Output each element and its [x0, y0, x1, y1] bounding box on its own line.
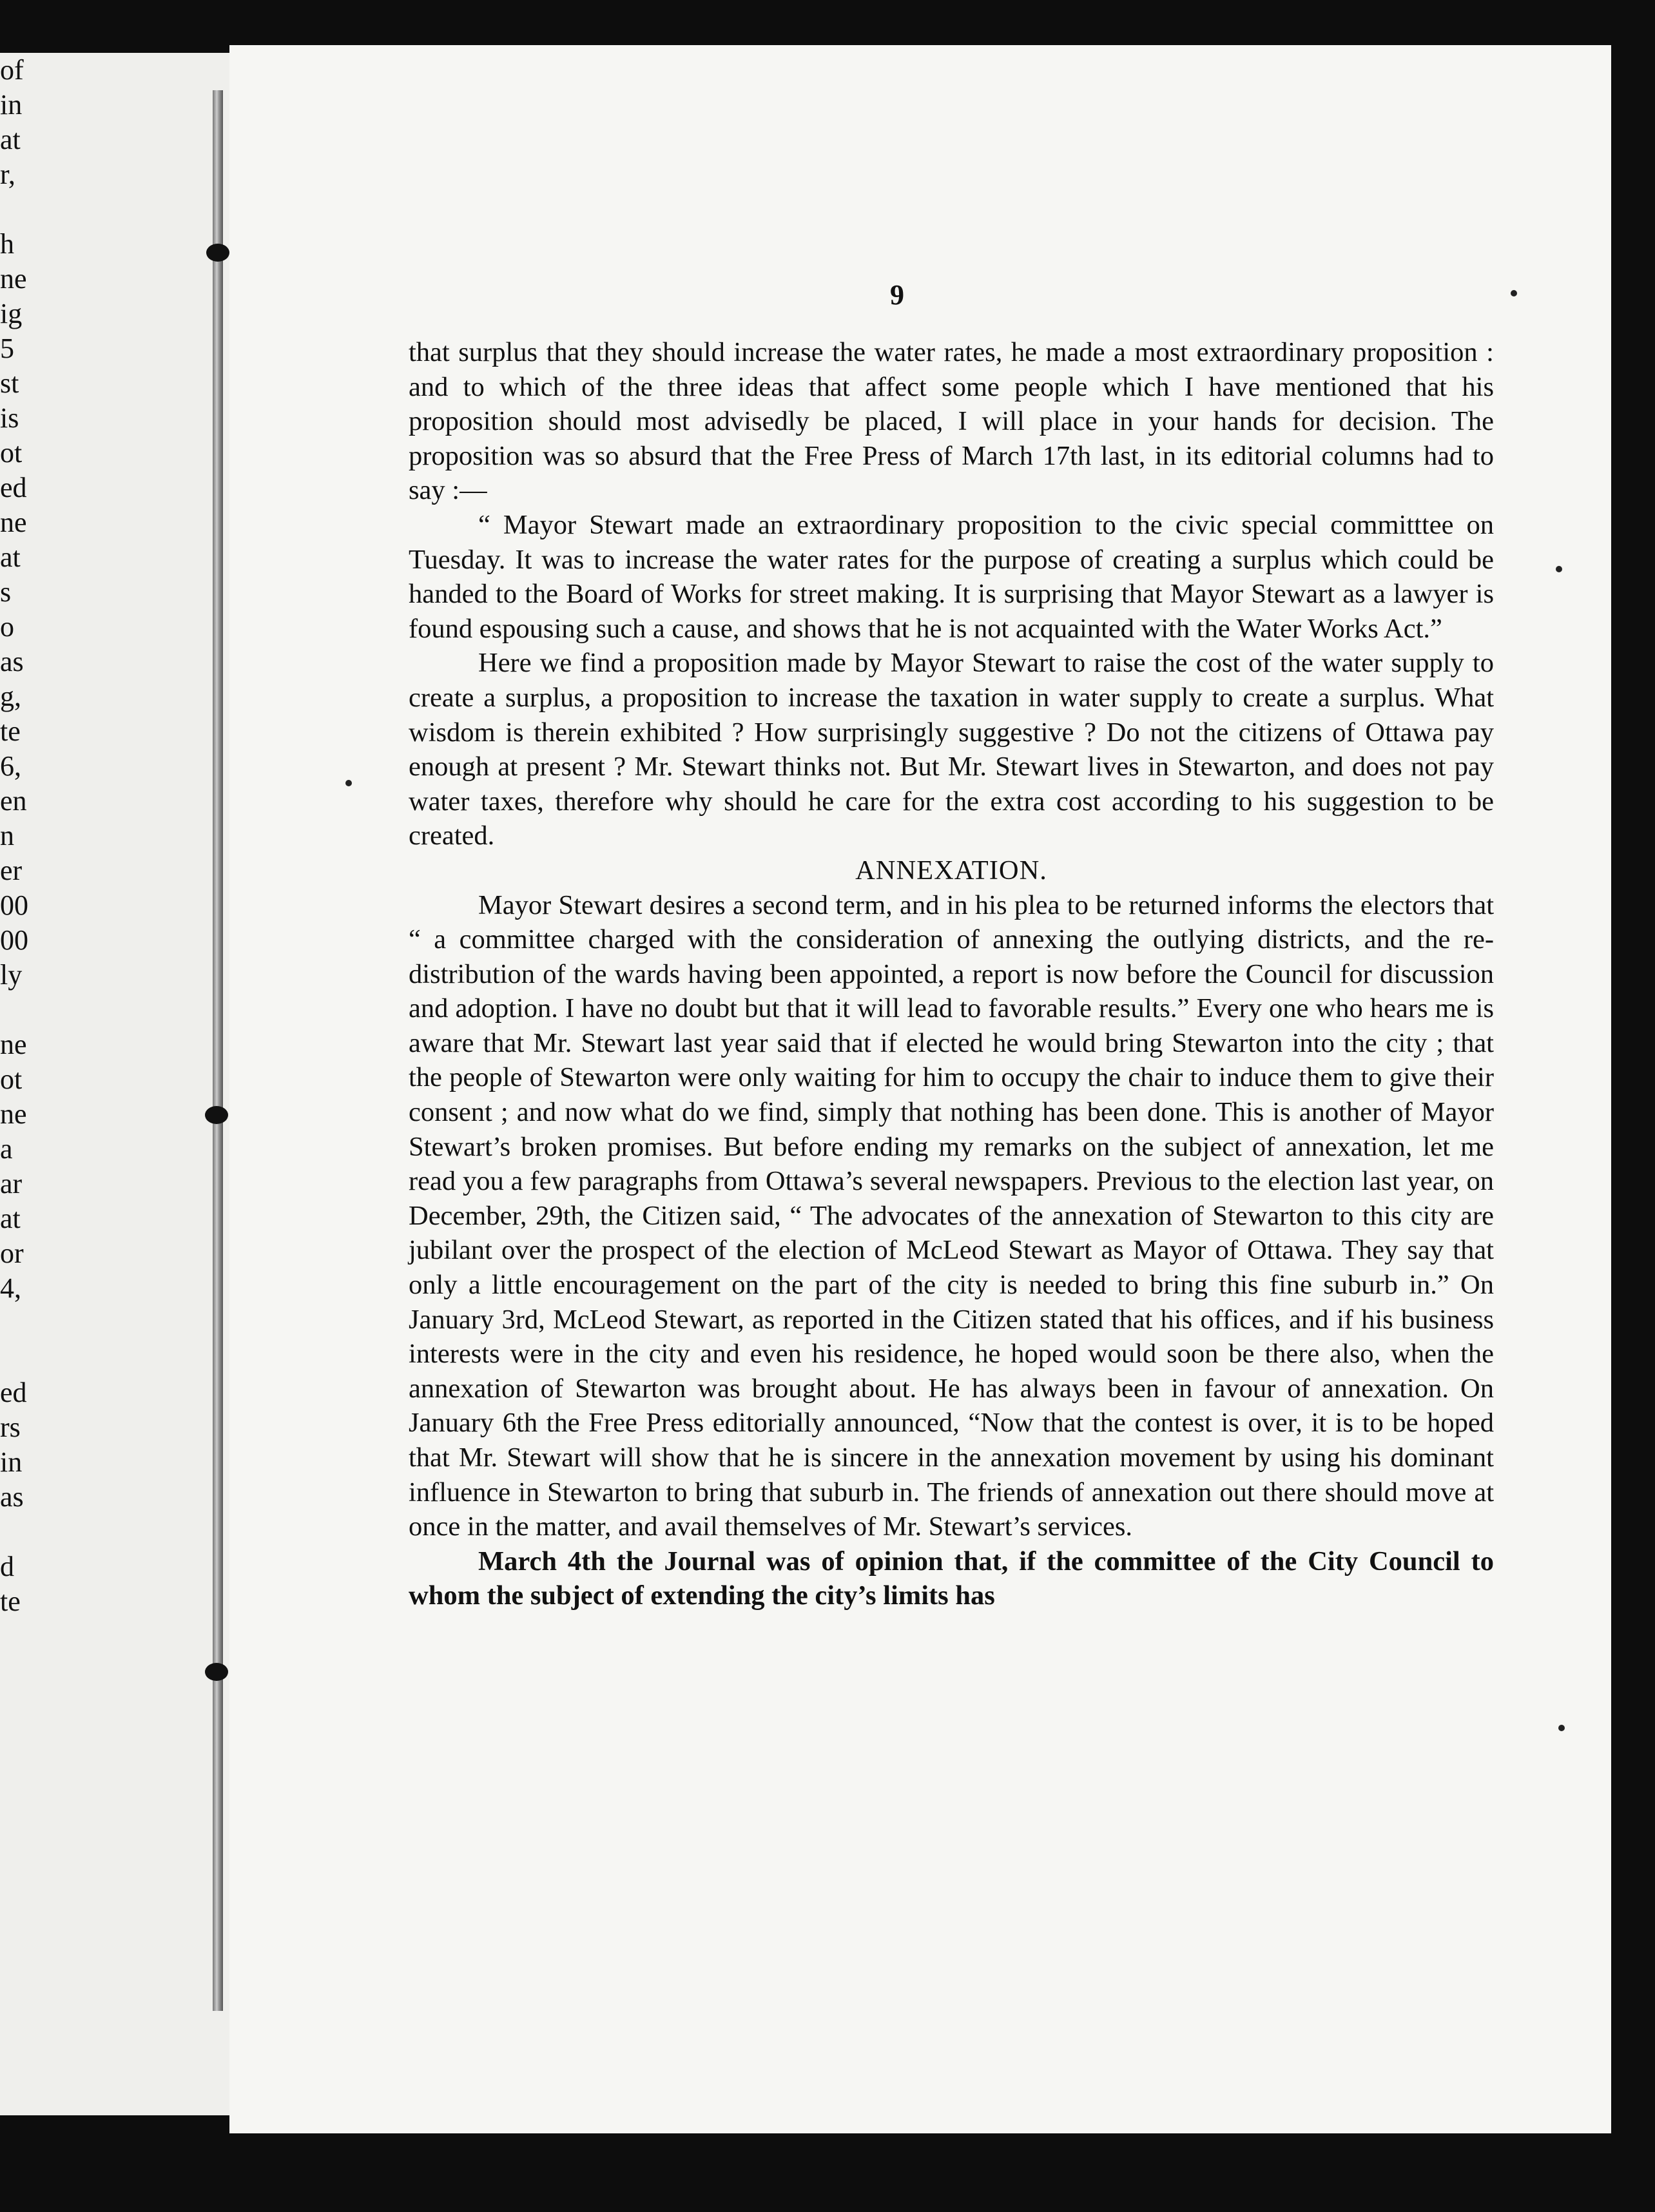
left-page-fragment: a	[0, 1133, 13, 1165]
left-page-edge	[0, 53, 229, 2115]
section-heading: ANNEXATION.	[855, 855, 1047, 886]
left-page-fragment: ne	[0, 263, 27, 295]
left-page-fragment: or	[0, 1237, 24, 1269]
body-paragraph: that surplus that they should increase the water rates, he made a most extraordinary proposition : and to which of the three ideas that affect some people which I have mentioned that his proposition should most advisedly be placed, I will place in your hands for decision. The proposition was so absurd that the Free Press of March 17th last, in its editorial columns had to say :—	[409, 337, 1494, 506]
left-page-fragment: ed	[0, 472, 27, 503]
binding-stitch	[206, 244, 229, 262]
left-page-fragment: s	[0, 576, 12, 608]
left-page-fragment: 6,	[0, 750, 21, 782]
left-page-fragment	[0, 1306, 28, 1341]
left-page-fragment: n	[0, 820, 14, 851]
left-page-fragment: rs	[0, 1412, 21, 1443]
left-page-fragment: ne	[0, 507, 27, 538]
page-number: 9	[890, 279, 904, 311]
left-page-fragment: ne	[0, 1029, 27, 1060]
body-paragraph: March 4th the Journal was of opinion that, if the committee of the City Council to whom the subject of extending the city’s limits has	[409, 1546, 1494, 1611]
right-page	[229, 45, 1611, 2133]
left-page-fragment: ot	[0, 437, 23, 469]
left-page-fragment: en	[0, 785, 27, 817]
left-page-fragment: d	[0, 1551, 14, 1582]
binding-spine	[213, 90, 223, 2011]
left-page-fragment: ot	[0, 1063, 23, 1095]
left-page-fragment: h	[0, 228, 14, 260]
ink-speck	[1558, 1725, 1565, 1731]
left-page-fragment: 00	[0, 889, 28, 921]
binding-stitch	[205, 1106, 228, 1124]
left-page-fragment: te	[0, 715, 21, 747]
left-page-fragment: as	[0, 646, 24, 677]
left-page-fragment: at	[0, 1203, 21, 1234]
left-page-fragment: st	[0, 367, 19, 399]
left-page-fragment: as	[0, 1481, 24, 1513]
left-page-fragment	[0, 993, 28, 1027]
left-page-fragment: r,	[0, 159, 15, 190]
binding-stitch	[205, 1663, 228, 1681]
left-page-fragment: g,	[0, 681, 21, 712]
ink-speck	[345, 780, 352, 786]
left-page-fragment	[0, 1515, 28, 1549]
left-page-fragment: er	[0, 855, 23, 886]
left-page-fragment: in	[0, 89, 23, 121]
left-page-fragment: te	[0, 1586, 21, 1617]
body-paragraph: Here we find a proposition made by Mayor Stewart to raise the cost of the water supply to create a surplus, a proposition to increase the taxation in water supply to create a surplus. What wisdom is therein exhibited ? How surprisingly suggestive ? Do not the citizens of Ottawa pay enough at present ? Mr. Stewart thinks not. But Mr. Stewart lives in Stewarton, and does not pay water taxes, therefore why should he care for the extra cost according to his suggestion to be created.	[409, 648, 1494, 851]
left-page-fragment: at	[0, 541, 21, 573]
page-body-text	[409, 335, 1494, 1613]
body-paragraph: “ Mayor Stewart made an extraordinary proposition to the civic special committtee on Tuesday. It was to increase the water rates for the purpose of creating a surplus which could be handed to the Board of Works for street making. It is surprising that Mayor Stewart as a lawyer is found espousing such a cause, and shows that he is not acquainted with the Water Works Act.”	[409, 509, 1494, 644]
left-page-fragment: is	[0, 402, 19, 434]
left-page-fragment: o	[0, 611, 14, 643]
left-page-fragment: of	[0, 54, 24, 86]
left-page-fragments	[0, 53, 28, 1619]
left-page-fragment: ly	[0, 959, 23, 991]
left-page-fragment: ar	[0, 1168, 23, 1199]
left-page-fragment: at	[0, 124, 21, 155]
left-page-fragment: 5	[0, 333, 14, 364]
left-page-fragment: 4,	[0, 1272, 21, 1304]
left-page-fragment: ed	[0, 1377, 27, 1408]
left-page-fragment: 00	[0, 924, 28, 956]
body-paragraph: Mayor Stewart desires a second term, and in his plea to be returned informs the electors that “ a committee charged with the consideration of annexing the outlying districts, and the re-distribution of the wards having been appointed, a report is now before the Council for discussion and adoption. I have no doubt but that it will lead to favorable results.” Every one who hears me is aware that Mr. Stewart last year said that if elected he would bring Stewarton into the city ; that the people of Stewarton were only waiting for him to occupy the chair to induce them to give their consent ; and now what do we find, simply that nothing has been done. This is another of Mayor Stewart’s broken promises. But before ending my remarks on the subject of annexation, let me read you a few paragraphs from Ottawa’s several newspapers. Previous to the election last year, on December, 29th, the Citizen said, “ The advocates of the annexation of Stewarton to this city are jubilant over the prospect of the election of McLeod Stewart as Mayor of Ottawa. They say that only a little encouragement on the part of the city is needed to bring this fine suburb in.” On January 3rd, McLeod Stewart, as reported in the Citizen stated that his offices, and if his business interests were in the city and even his residence, he hoped would soon be there also, when the annexation of Stewarton was brought about. He has always been in favour of annexation. On January 6th the Free Press editorially announced, “Now that the contest is over, it is to be hoped that Mr. Stewart will show that he is sincere in the annexation movement by using his dominant influence in Stewarton to bring that suburb in. The friends of annexation out there should move at once in the matter, and avail themselves of Mr. Stewart’s services.	[409, 889, 1494, 1542]
ink-speck	[1556, 566, 1562, 572]
ink-speck	[1511, 290, 1517, 296]
left-page-fragment: in	[0, 1446, 23, 1478]
left-page-fragment: ne	[0, 1098, 27, 1130]
left-page-fragment	[0, 1341, 28, 1375]
left-page-fragment	[0, 192, 28, 227]
left-page-fragment: ig	[0, 298, 23, 329]
